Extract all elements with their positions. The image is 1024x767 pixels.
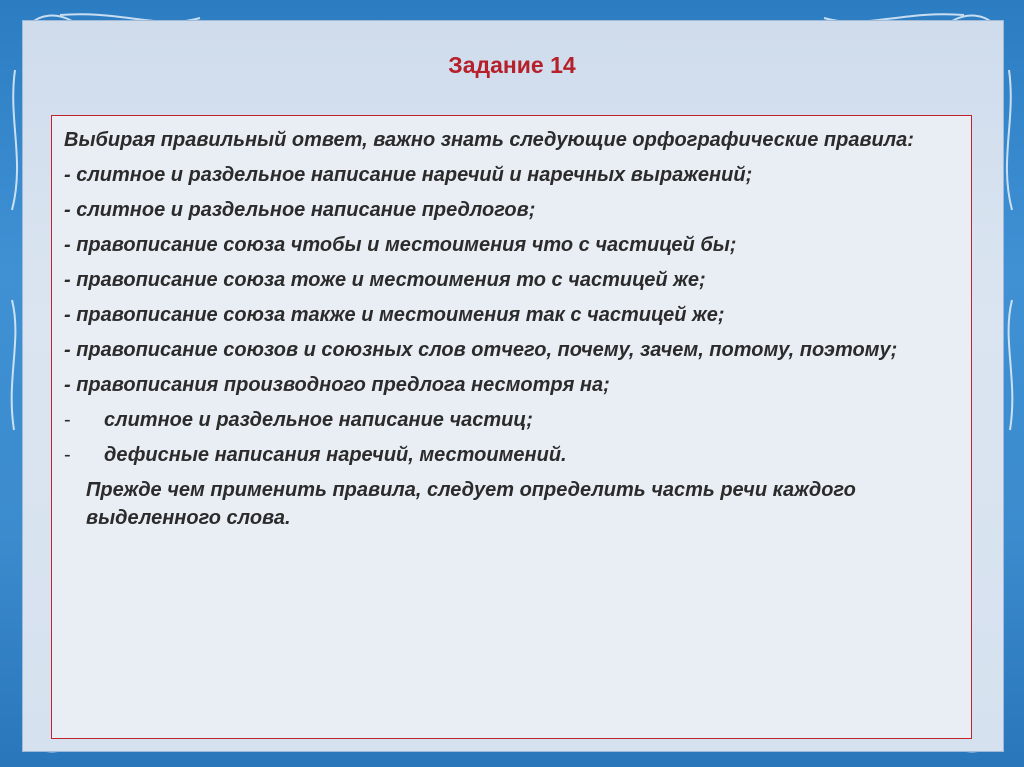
dash-list-item [64, 406, 957, 434]
list-dash: - [64, 409, 71, 431]
rules-box [51, 115, 972, 739]
dash-list-text: дефисные написания наречий, местоимений. [104, 444, 567, 466]
dash-list-text: слитное и раздельное написание частиц; [104, 409, 533, 431]
list-dash: - [64, 444, 71, 466]
page-title: Задание 14 [448, 52, 576, 78]
rule-item: - правописание союза чтобы и местоимения что с частицей бы; [64, 234, 737, 256]
intro-text: Выбирая правильный ответ, важно знать следующие орфографические правила: [64, 129, 914, 151]
rule-item: - правописание союзов и союзных слов отчего, почему, зачем, потому, поэтому; [64, 339, 898, 361]
conclusion-text: Прежде чем применить правила, следует определить часть речи каждого выделенного слова. [86, 479, 856, 529]
rule-item: - правописание союза тоже и местоимения то с частицей же; [64, 269, 706, 291]
rule-item: - слитное и раздельное написание предлогов; [64, 199, 536, 221]
rule-item: - слитное и раздельное написание наречий и наречных выражений; [64, 164, 753, 186]
rule-item: - правописания производного предлога несмотря на; [64, 374, 610, 396]
dash-list-item [64, 441, 957, 469]
rule-item: - правописание союза также и местоимения так с частицей же; [64, 304, 725, 326]
